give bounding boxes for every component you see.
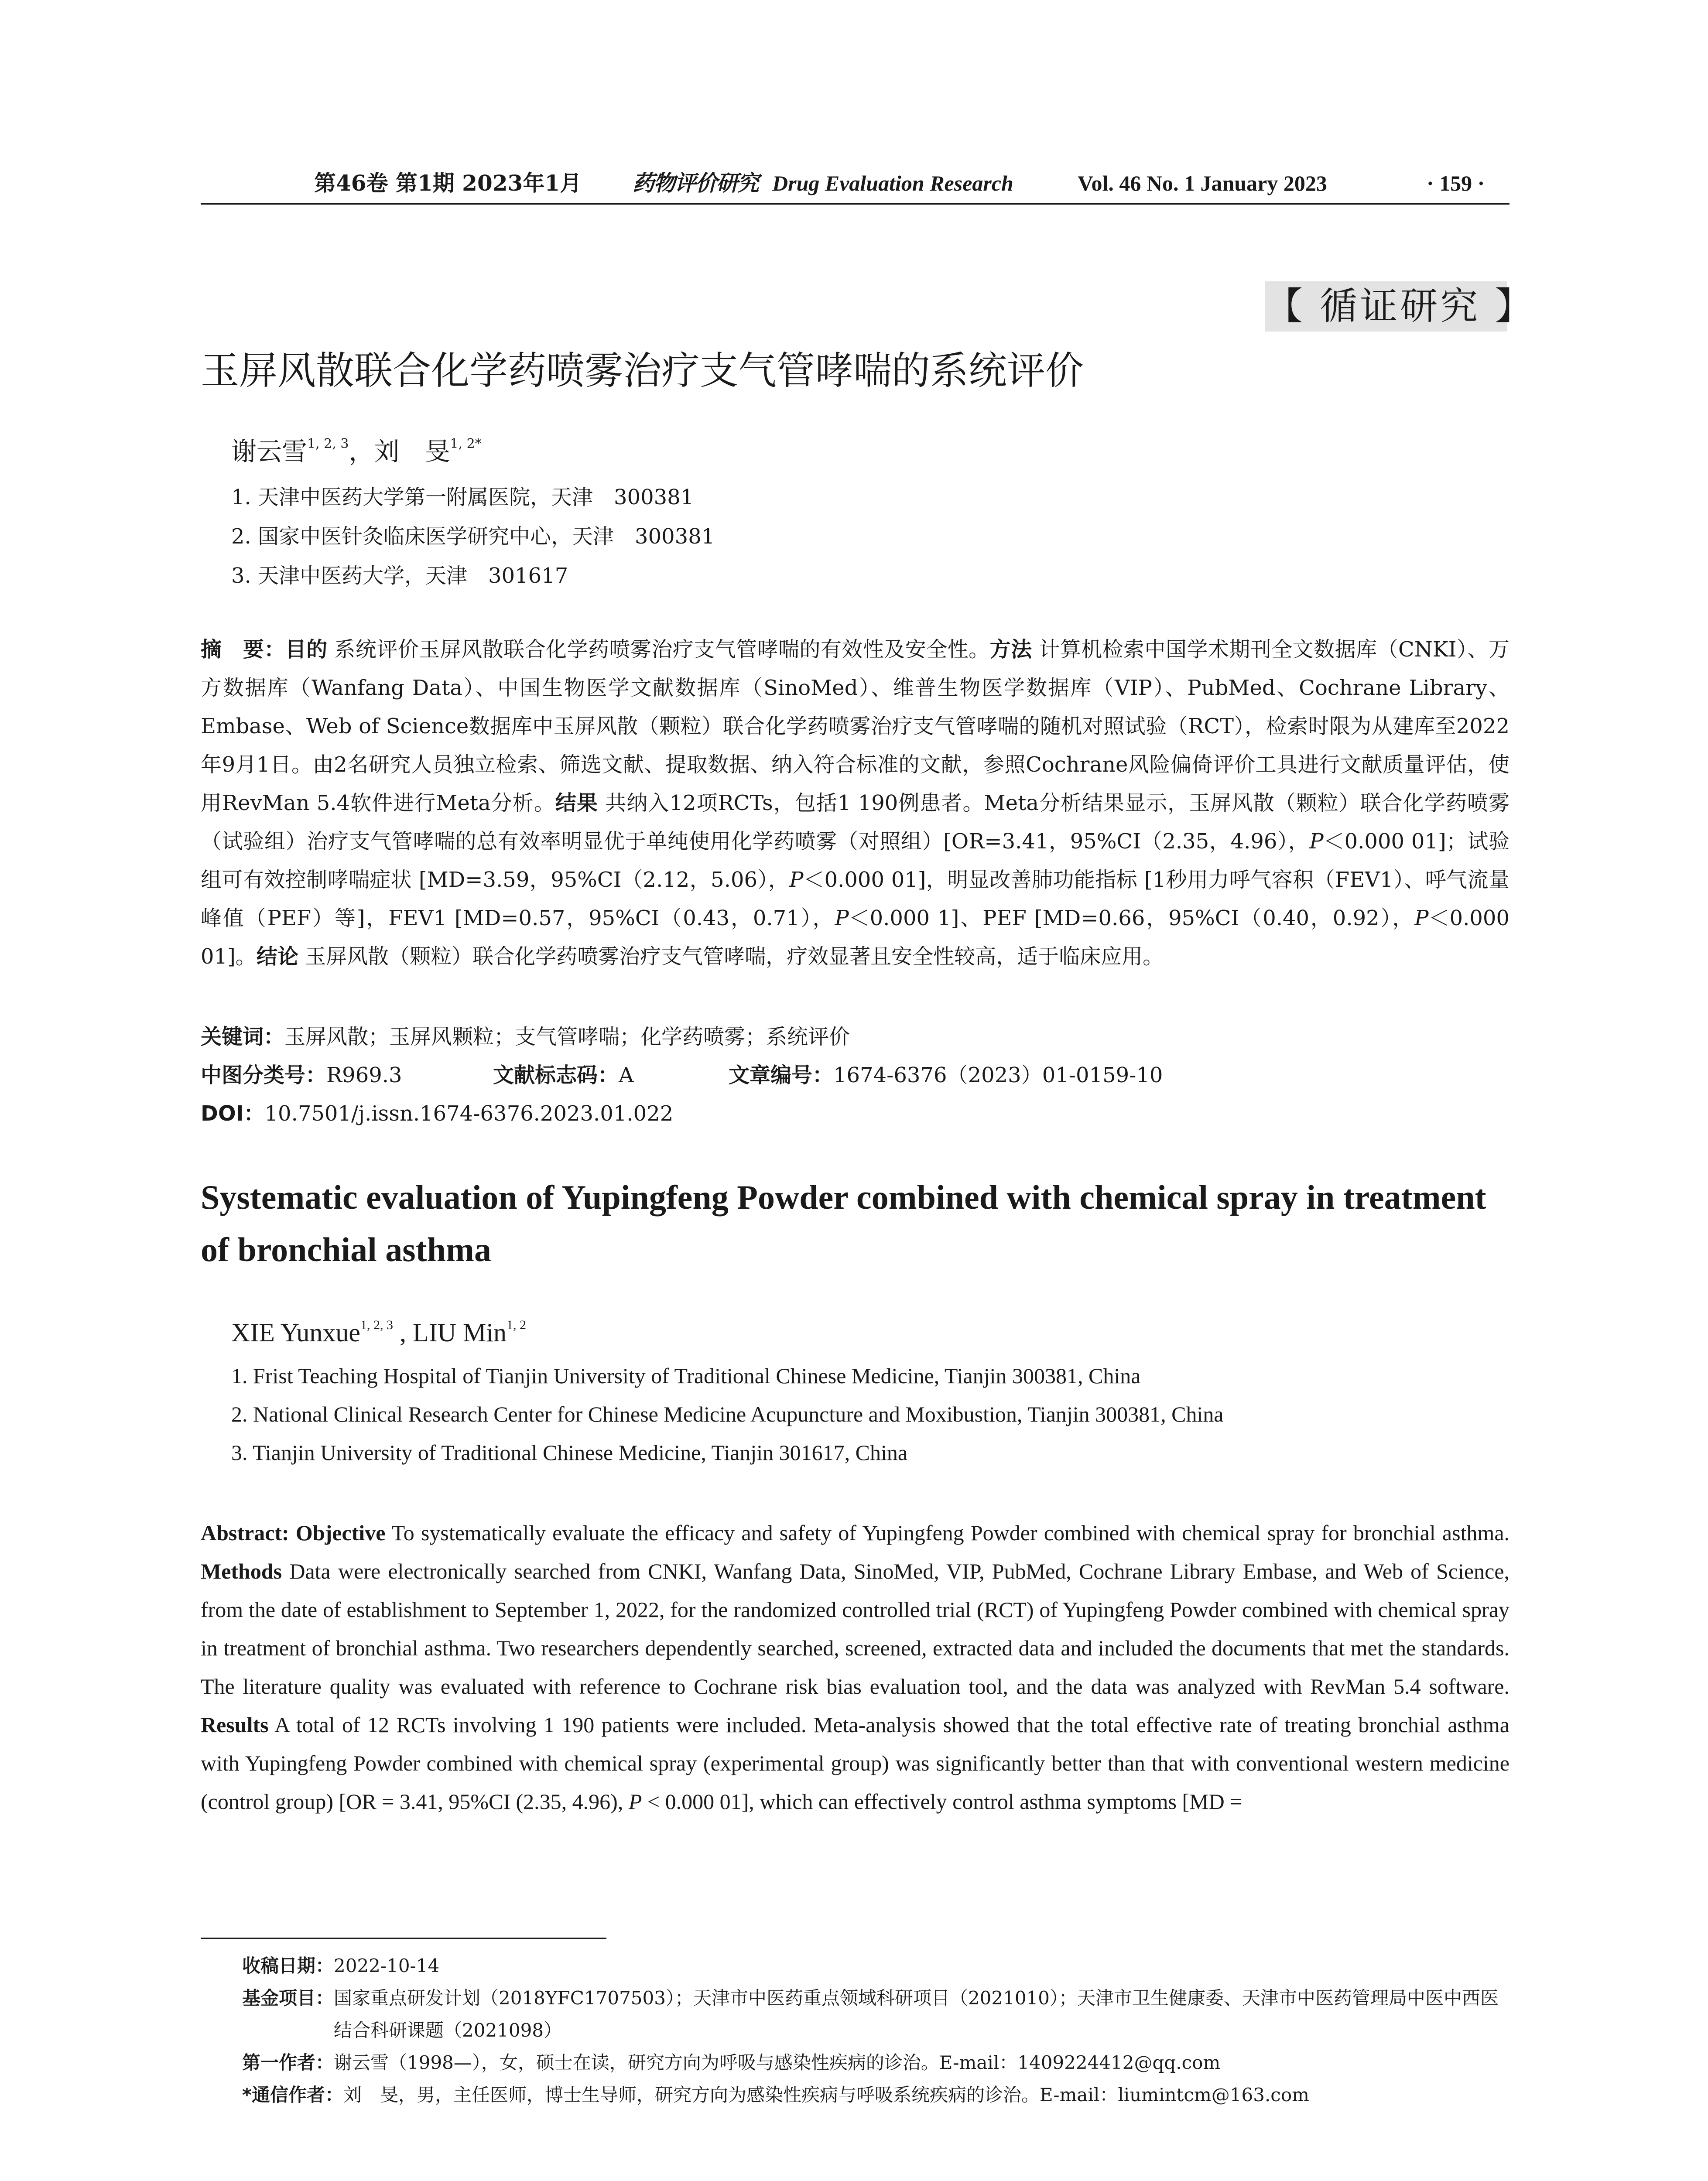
author-separator-en: , (393, 1318, 413, 1347)
journal-logo: 药物评价研究 (633, 170, 758, 196)
article-metadata-cn (201, 1018, 1509, 1133)
footnote-corresponding-author (242, 2079, 1507, 2111)
methods-en: Data were electronically searched from CNKI, Wanfang Data, SinoMed, VIP, PubMed, Cochrane Library Embase, and Web of Science, from the date of establishment to September 1, 2022, for the randomized controlled trial (RCT) of Yupingfeng Powder combined with chemical spray in treatment of bronchial asthma. Two researchers dependently searched, screened, extracted data and included the documents that met the standards. The literature quality was evaluated with reference to Cochrane risk bias evaluation tool, and the data was analyzed with RevMan 5.4 software. (201, 1559, 1510, 1699)
doi-label: DOI： (201, 1101, 265, 1126)
clc-number (201, 1056, 402, 1094)
article-number (729, 1056, 1163, 1094)
objective-en-label: Objective (295, 1521, 386, 1545)
footnote-funding (242, 1982, 1507, 2047)
affiliation-cn-1: 1. 天津中医药大学第一附属医院，天津 300381 (231, 485, 694, 509)
affiliation-en-3: 3. Tianjin University of Traditional Chinese Medicine, Tianjin 301617, China (231, 1440, 908, 1465)
doi (201, 1094, 1509, 1133)
p-symbol: P (1309, 829, 1324, 854)
results-cn-5: ＜0.000 01]。 (201, 906, 1509, 969)
conclusion-cn-label: 结论 (256, 944, 298, 969)
column-tag: 【 循证研究 】 (1265, 281, 1507, 332)
clc-label: 中图分类号： (201, 1063, 327, 1087)
classification-row (201, 1056, 1509, 1094)
author-1-cn-affil: 1, 2, 3 (307, 436, 349, 451)
results-cn-1: 共纳入12项RCTs，包括1 190例患者。Meta分析结果显示，玉屏风散（颗粒）联合化学药喷雾（试验组）治疗支气管哮喘的总有效率明显优于单纯使用化学药喷雾（对照组）[OR=3.41，95%CI（2.35，4.96）， (201, 791, 1509, 854)
author-2-en: LIU Min (413, 1318, 507, 1347)
results-en-1: A total of 12 RCTs involving 1 190 patients were included. Meta-analysis showed that the total effective rate of treating bronchial asthma with Yupingfeng Powder combined with chemical spray (experimental group) was significantly better than that with conventional western medicine (control group) [OR = 3.41, 95%CI (2.35, 4.96), (201, 1713, 1509, 1814)
footnotes (242, 1950, 1507, 2111)
footnote-text: 国家重点研发计划（2018YFC1707503）；天津市中医药重点领域科研项目（2021010）；天津市卫生健康委、天津市中医药管理局中医中西医结合科研课题（2021098） (334, 1987, 1499, 2041)
objective-cn: 系统评价玉屏风散联合化学药喷雾治疗支气管哮喘的有效性及安全性。 (334, 637, 990, 662)
footnote-rule (201, 1938, 606, 1939)
clc-value: R969.3 (326, 1063, 402, 1087)
footnote-label: *通信作者： (242, 2084, 343, 2106)
article-number-value: 1674-6376（2023）01-0159-10 (833, 1063, 1163, 1087)
author-2-en-affil: 1, 2 (507, 1318, 527, 1332)
p-symbol: P (1414, 906, 1429, 930)
document-code (493, 1056, 634, 1094)
footnote-label: 第一作者： (242, 2052, 334, 2073)
title-en: Systematic evaluation of Yupingfeng Powder combined with chemical spray in treatment of bronchial asthma (201, 1178, 1486, 1268)
p-symbol: P (789, 868, 804, 892)
abstract-cn (201, 630, 1509, 976)
affiliation-cn-3: 3. 天津中医药大学，天津 301617 (231, 564, 568, 588)
abstract-en-label: Abstract: (201, 1521, 289, 1545)
header-issue-en: Vol. 46 No. 1 January 2023 (1078, 171, 1327, 195)
author-1-en-affil: 1, 2, 3 (360, 1318, 394, 1332)
footnote-text: 谢云雪（1998—），女，硕士在读，研究方向为呼吸与感染性疾病的诊治。E-mail：1409224412@qq.com (334, 2052, 1221, 2073)
running-header (201, 166, 1509, 201)
keywords-cn-value: 玉屏风散；玉屏风颗粒；支气管哮喘；化学药喷雾；系统评价 (284, 1025, 850, 1049)
p-symbol: P (628, 1789, 642, 1814)
footnote-first-author (242, 2047, 1507, 2079)
footnote-text: 刘 旻，男，主任医师，博士生导师，研究方向为感染性疾病与呼吸系统疾病的诊治。E-mail：liumintcm@163.com (343, 2084, 1309, 2106)
doi-value: 10.7501/j.issn.1674-6376.2023.01.022 (264, 1101, 674, 1126)
objective-cn-label: 目的 (285, 637, 328, 662)
keywords-cn-label: 关键词： (201, 1025, 285, 1049)
footnote-text: 2022-10-14 (334, 1955, 440, 1976)
abstract-cn-label: 摘 要： (201, 637, 285, 662)
conclusion-cn: 玉屏风散（颗粒）联合化学药喷雾治疗支气管哮喘，疗效显著且安全性较高，适于临床应用。 (305, 944, 1164, 969)
document-code-value: A (619, 1063, 634, 1087)
title-cn: 玉屏风散联合化学药喷雾治疗支气管哮喘的系统评价 (201, 348, 1084, 393)
affiliation-en-1: 1. Frist Teaching Hospital of Tianjin University of Traditional Chinese Medicine, Tianjin 300381, China (231, 1364, 1141, 1388)
header-issue-cn: 第46卷 第1期 2023年1月 (314, 170, 582, 196)
keywords-cn (201, 1018, 1509, 1056)
results-cn-label: 结果 (555, 791, 598, 815)
abstract-en (201, 1514, 1509, 1821)
author-1-cn: 谢云雪 (231, 437, 308, 466)
methods-en-label: Methods (201, 1559, 282, 1583)
results-cn-4: ＜0.000 1]、PEF [MD=0.66，95%CI（0.40，0.92）， (849, 906, 1415, 930)
results-en-label: Results (201, 1713, 269, 1737)
results-en-2: < 0.000 01], which can effectively control asthma symptoms [MD = (647, 1789, 1242, 1814)
authors-en (231, 1313, 526, 1352)
author-2-cn: 刘 旻 (374, 437, 450, 466)
footnote-received (242, 1950, 1507, 1982)
authors-cn (231, 432, 482, 471)
p-symbol: P (835, 906, 849, 930)
journal-name-en: Drug Evaluation Research (772, 171, 1013, 195)
header-rule (201, 203, 1509, 205)
footnote-label: 基金项目： (242, 1987, 334, 2009)
author-1-en: XIE Yunxue (231, 1318, 361, 1347)
methods-cn: 计算机检索中国学术期刊全文数据库（CNKI）、万方数据库（Wanfang Data）、中国生物医学文献数据库（SinoMed）、维普生物医学数据库（VIP）、PubMed、Cochrane Library、Embase、Web of Science数据库中玉屏风散（颗粒）联合化学药喷雾治疗支气管哮喘的随机对照试验（RCT），检索时限为从建库至2022年9月1日。由2名研究人员独立检索、筛选文献、提取数据、纳入符合标准的文献，参照Cochrane风险偏倚评价工具进行文献质量评估，使用RevMan 5.4软件进行Meta分析。 (201, 637, 1509, 815)
affiliation-en-2: 2. National Clinical Research Center for Chinese Medicine Acupuncture and Moxibustion, Tianjin 300381, China (231, 1402, 1224, 1426)
results-cn-2: ＜0.000 01]；试验组可有效控制哮喘症状 [MD=3.59，95%CI（2.12，5.06）， (201, 829, 1509, 892)
affiliations-en (231, 1357, 1540, 1472)
author-2-cn-affil: 1, 2* (450, 436, 482, 451)
objective-en: To systematically evaluate the efficacy and safety of Yupingfeng Powder combined with chemical spray for bronchial asthma. (391, 1521, 1510, 1545)
affiliations-cn (231, 478, 1453, 595)
document-code-label: 文献标志码： (493, 1063, 619, 1087)
page-number: · 159 · (1427, 171, 1485, 195)
affiliation-cn-2: 2. 国家中医针灸临床医学研究中心，天津 300381 (231, 524, 715, 549)
author-separator-cn: ， (349, 437, 374, 466)
methods-cn-label: 方法 (989, 637, 1032, 662)
results-cn-3: ＜0.000 01]，明显改善肺功能指标 [1秒用力呼气容积（FEV1）、呼气流量峰值（PEF）等]，FEV1 [MD=0.57，95%CI（0.43，0.71）， (201, 868, 1509, 930)
article-number-label: 文章编号： (729, 1063, 834, 1087)
footnote-label: 收稿日期： (242, 1955, 334, 1976)
